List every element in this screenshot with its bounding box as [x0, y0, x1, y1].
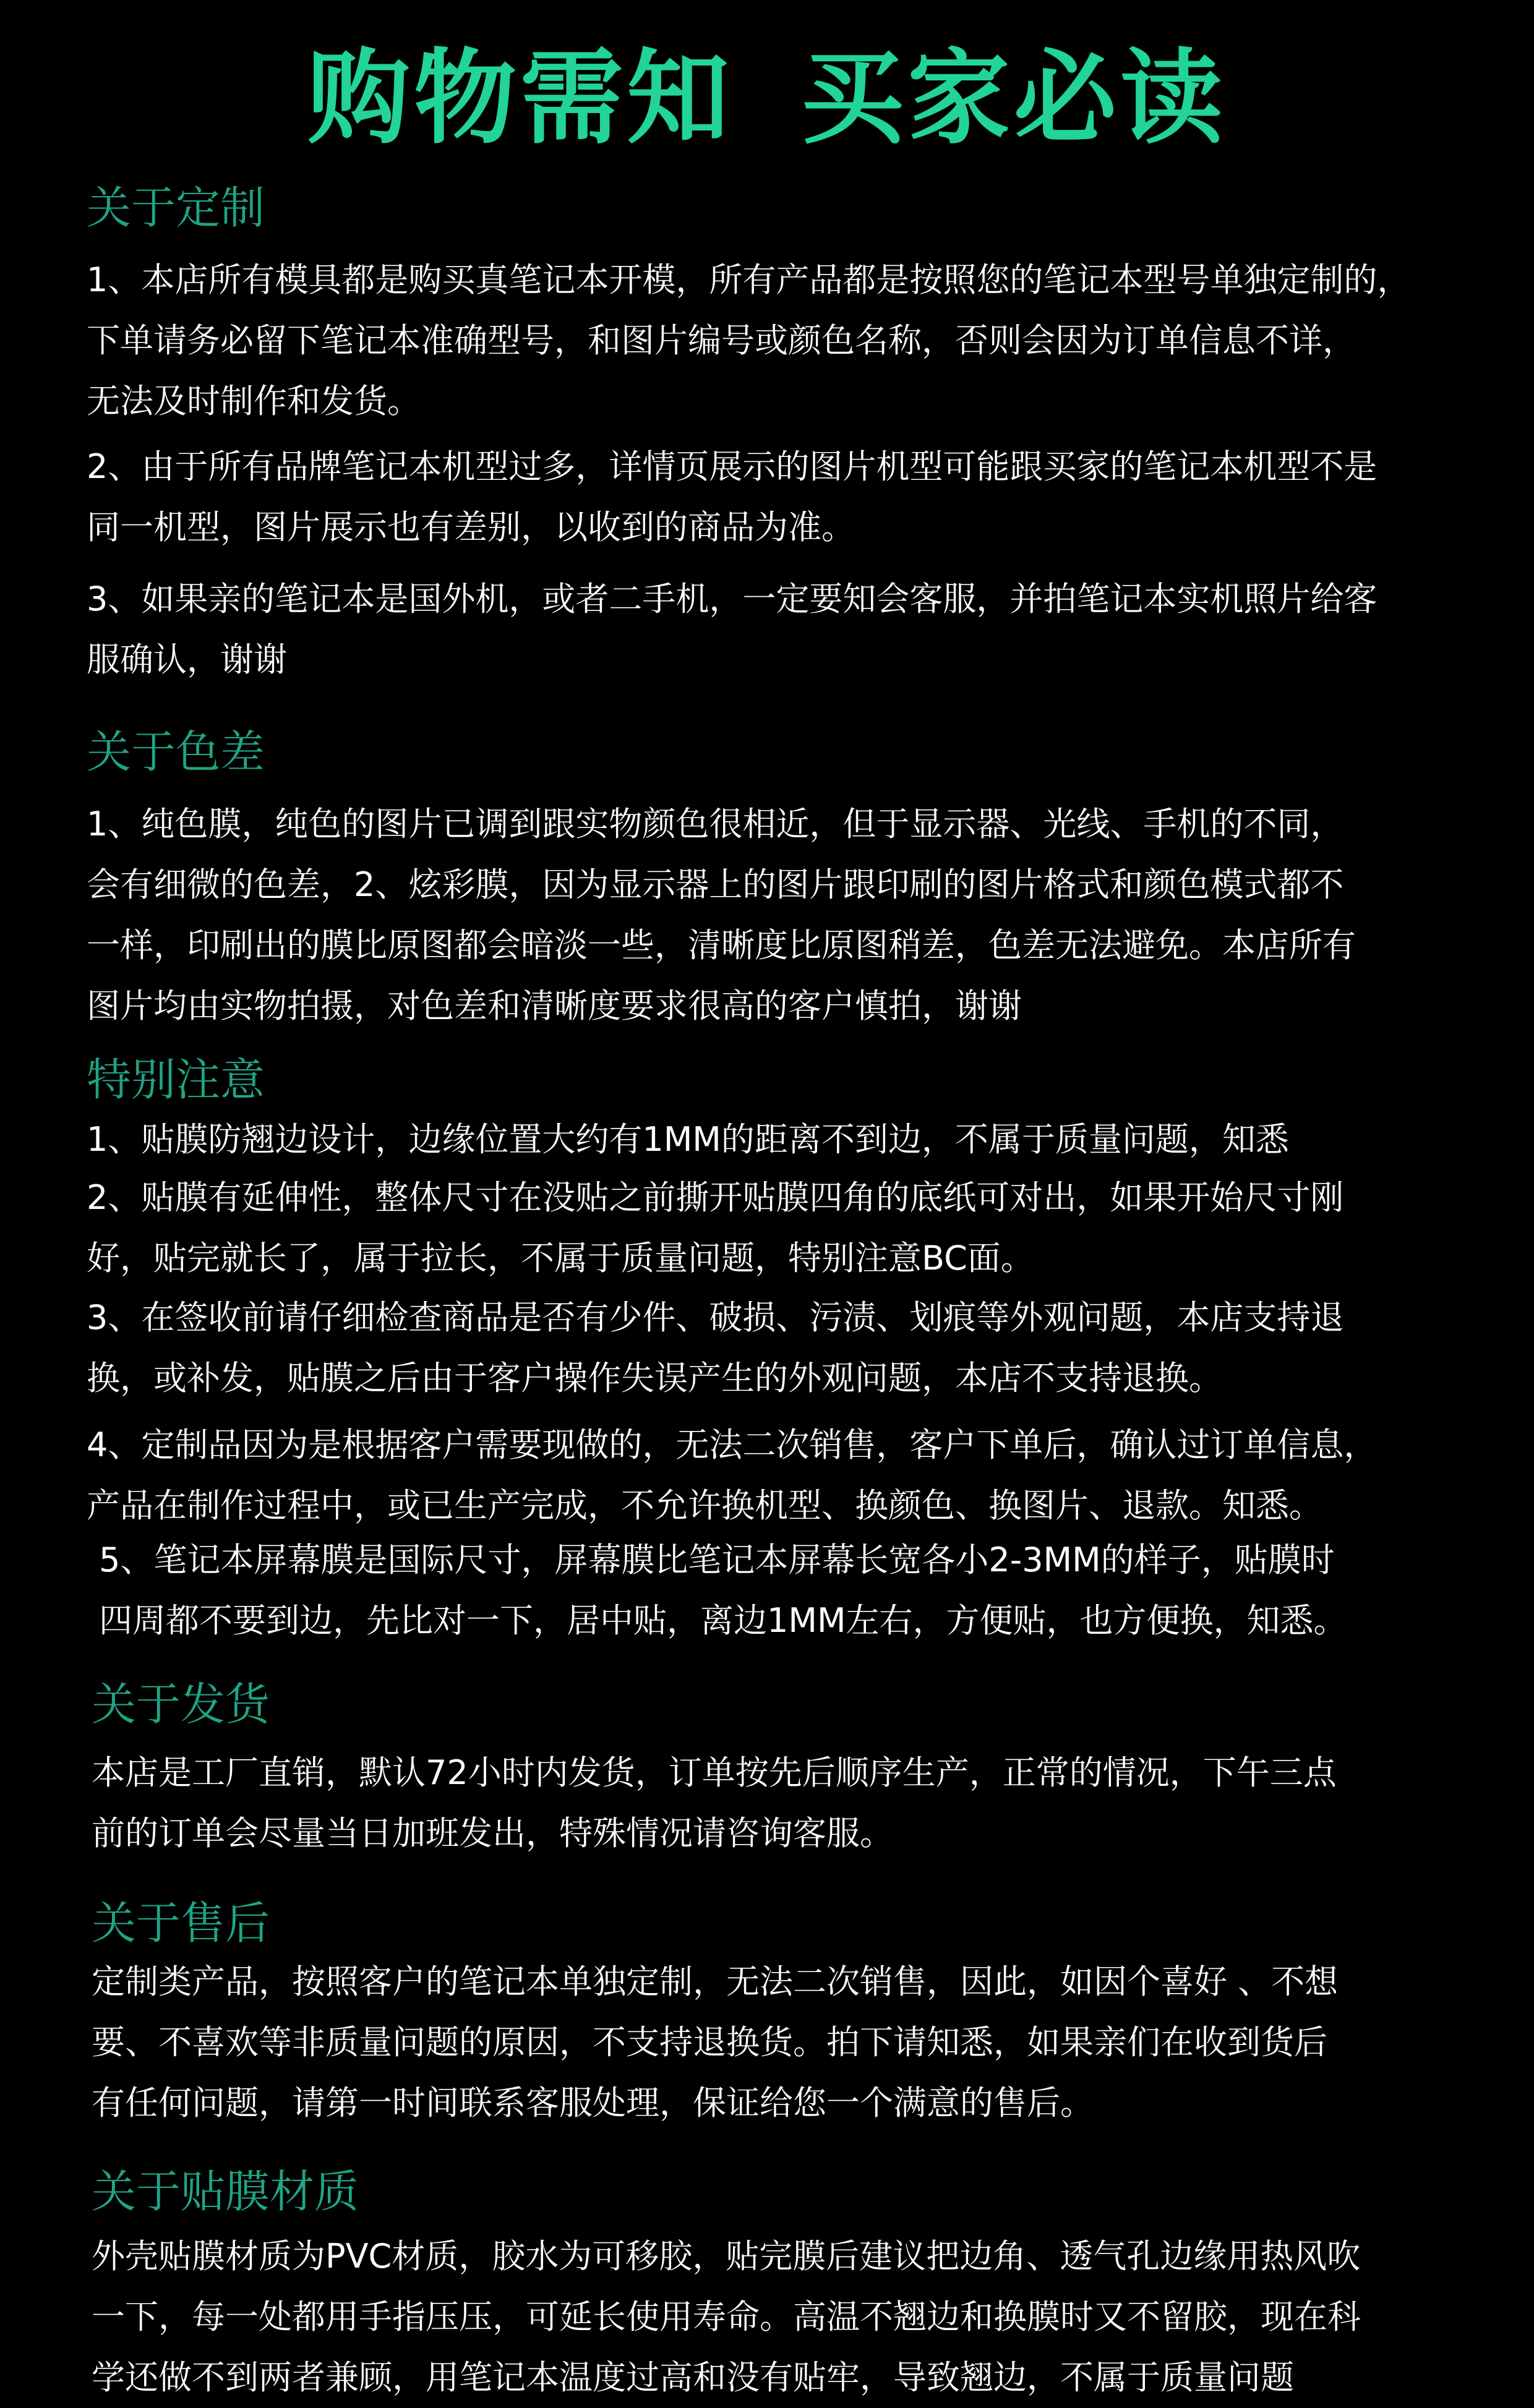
section-heading-color-difference: 关于色差	[87, 726, 265, 778]
text-line: 外壳贴膜材质为PVC材质，胶水为可移胶，贴完膜后建议把边角、透气孔边缘用热风吹	[92, 2237, 1361, 2276]
text-line: 产品在制作过程中，或已生产完成，不允许换机型、换颜色、换图片、退款。知悉。	[87, 1486, 1322, 1525]
text-line: 学还做不到两者兼顾，用笔记本温度过高和没有贴牢，导致翘边，不属于质量问题	[92, 2358, 1294, 2397]
text-line: 服确认，谢谢	[87, 640, 287, 679]
text-line: 要、不喜欢等非质量问题的原因，不支持退换货。拍下请知悉，如果亲们在收到货后	[92, 2023, 1327, 2062]
text-line: 无法及时制作和发货。	[87, 382, 421, 421]
text-line: 有任何问题，请第一时间联系客服处理，保证给您一个满意的售后。	[92, 2083, 1094, 2122]
text-line: 一样，印刷出的膜比原图都会暗淡一些，清晰度比原图稍差，色差无法避免。本店所有	[87, 926, 1356, 965]
text-line: 1、贴膜防翘边设计，边缘位置大约有1MM的距离不到边，不属于质量问题，知悉	[87, 1120, 1289, 1159]
text-line: 5、笔记本屏幕膜是国际尺寸，屏幕膜比笔记本屏幕长宽各小2-3MM的样子，贴膜时	[99, 1540, 1335, 1579]
text-line: 四周都不要到边，先比对一下，居中贴，离边1MM左右，方便贴，也方便换，知悉。	[99, 1601, 1347, 1640]
text-line: 2、贴膜有延伸性，整体尺寸在没贴之前撕开贴膜四角的底纸可对出，如果开始尺寸刚	[87, 1178, 1344, 1217]
text-line: 1、纯色膜，纯色的图片已调到跟实物颜色很相近，但于显示器、光线、手机的不同，	[87, 805, 1344, 843]
text-line: 2、由于所有品牌笔记本机型过多，详情页展示的图片机型可能跟买家的笔记本机型不是	[87, 447, 1378, 486]
section-heading-customization: 关于定制	[87, 182, 265, 234]
shipping-paragraph	[92, 1743, 1337, 1864]
notice-paragraph-3	[87, 1287, 1343, 1409]
text-line: 3、如果亲的笔记本是国外机，或者二手机，一定要知会客服，并拍笔记本实机照片给客	[87, 579, 1378, 618]
text-line: 图片均由实物拍摄，对色差和清晰度要求很高的客户慎拍，谢谢	[87, 986, 1022, 1025]
notice-paragraph-5	[99, 1530, 1347, 1651]
film-material-paragraph	[92, 2226, 1361, 2408]
notice-paragraph-2	[87, 1168, 1343, 1289]
color-difference-paragraph	[87, 794, 1356, 1036]
section-heading-after-sales: 关于售后	[92, 1897, 270, 1949]
customization-paragraph-2	[87, 437, 1377, 558]
text-line: 下单请务必留下笔记本准确型号，和图片编号或颜色名称，否则会因为订单信息不详，	[87, 321, 1356, 360]
section-heading-film-material: 关于贴膜材质	[92, 2166, 359, 2218]
text-line: 定制类产品，按照客户的笔记本单独定制，无法二次销售，因此，如因个喜好 、不想	[92, 1962, 1339, 2001]
section-heading-special-notice: 特别注意	[87, 1054, 265, 1106]
customization-paragraph-1	[87, 250, 1410, 432]
text-line: 前的订单会尽量当日加班发出，特殊情况请咨询客服。	[92, 1814, 893, 1853]
customization-paragraph-3	[87, 569, 1377, 690]
notice-paragraph-4	[87, 1415, 1377, 1536]
text-line: 4、定制品因为是根据客户需要现做的，无法二次销售，客户下单后，确认过订单信息，	[87, 1425, 1378, 1464]
text-line: 好，贴完就长了，属于拉长，不属于质量问题，特别注意BC面。	[87, 1239, 1034, 1278]
after-sales-paragraph	[92, 1952, 1338, 2133]
page-title	[0, 37, 1534, 161]
text-line: 本店是工厂直销，默认72小时内发货，订单按先后顺序生产，正常的情况，下午三点	[92, 1753, 1337, 1792]
text-line: 3、在签收前请仔细检查商品是否有少件、破损、污渍、划痕等外观问题，本店支持退	[87, 1298, 1344, 1337]
text-line: 1、本店所有模具都是购买真笔记本开模，所有产品都是按照您的笔记本型号单独定制的，	[87, 260, 1411, 299]
text-line: 同一机型，图片展示也有差别，以收到的商品为准。	[87, 508, 855, 547]
title-part-1: 购物需知	[307, 39, 733, 158]
text-line: 会有细微的色差，2、炫彩膜，因为显示器上的图片跟印刷的图片格式和颜色模式都不	[87, 865, 1344, 904]
notice-paragraph-1	[87, 1111, 1289, 1169]
text-line: 一下，每一处都用手指压压，可延长使用寿命。高温不翘边和换膜时又不留胶，现在科	[92, 2297, 1361, 2336]
text-line: 换，或补发，贴膜之后由于客户操作失误产生的外观问题，本店不支持退换。	[87, 1359, 1222, 1398]
title-part-2: 买家必读	[801, 39, 1227, 158]
section-heading-shipping: 关于发货	[92, 1678, 270, 1730]
